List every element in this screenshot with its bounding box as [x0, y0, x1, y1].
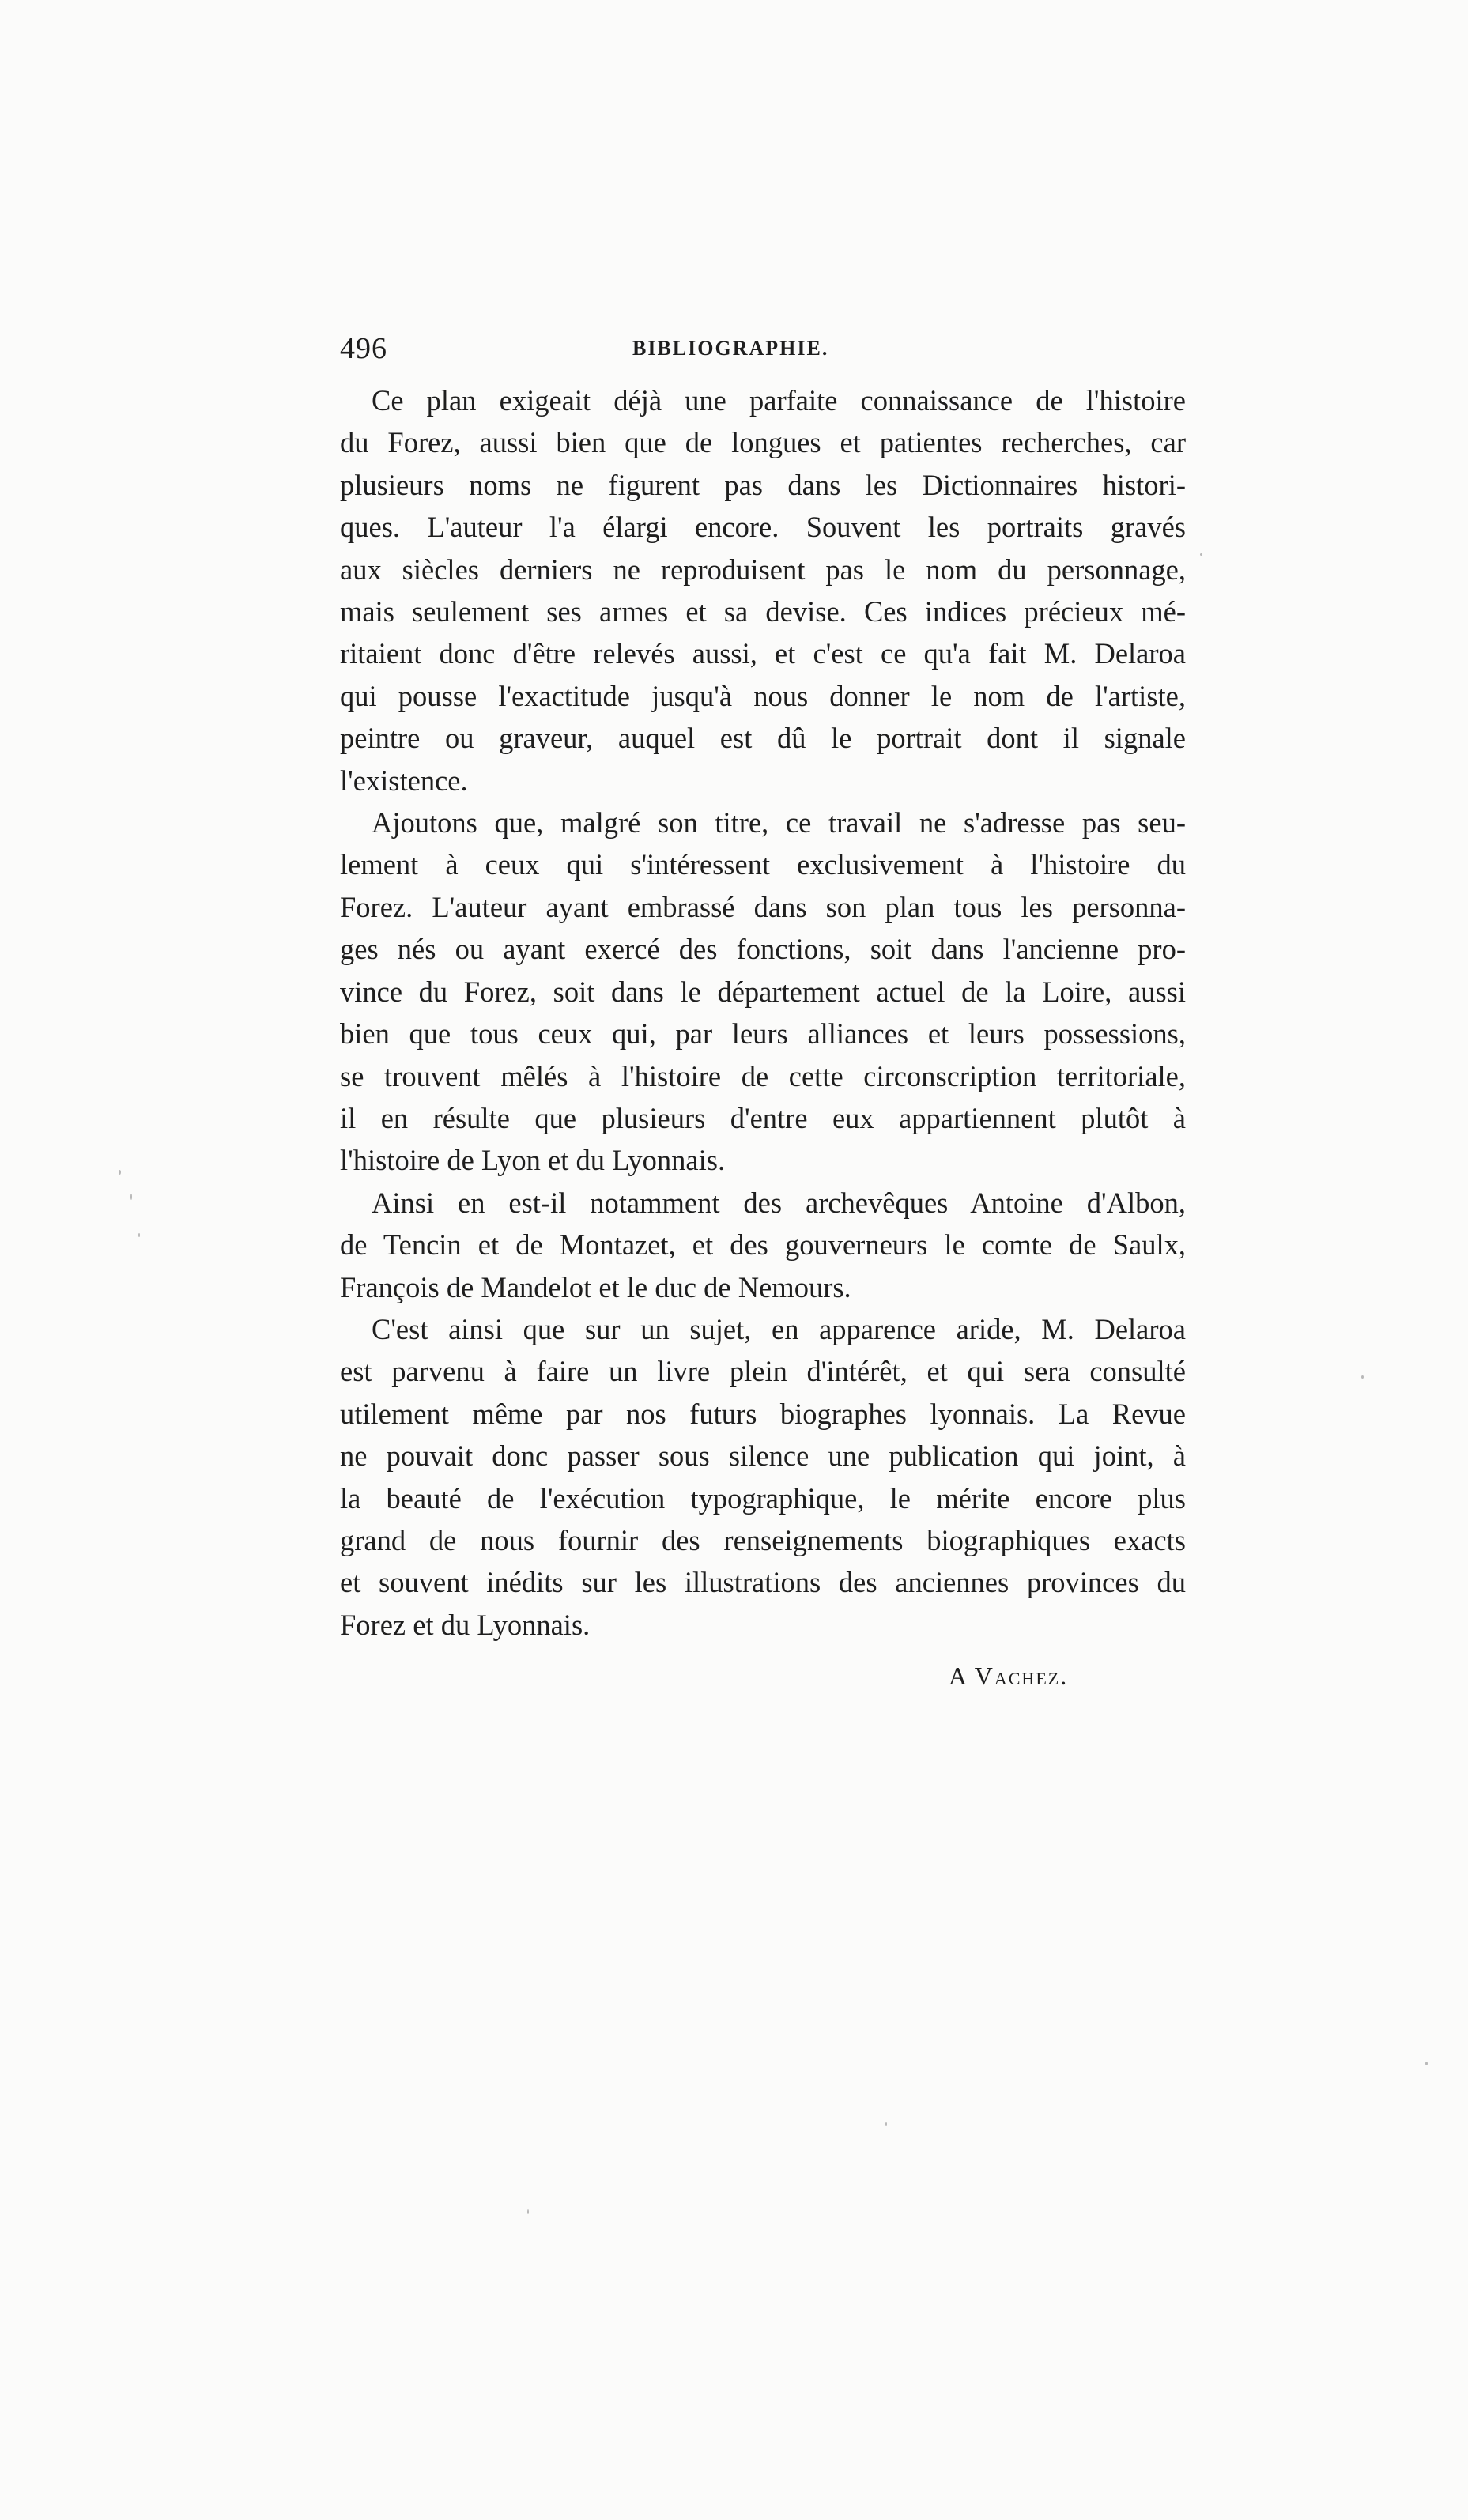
- text-line: plusieurs noms ne figurent pas dans les Dictionnaires histori-: [340, 468, 1186, 501]
- scan-speck: [527, 2209, 529, 2214]
- text-line: aux siècles derniers ne reproduisent pas le nom du personnage,: [340, 553, 1186, 586]
- paragraph-4: [340, 1308, 1186, 1646]
- paragraph-2: [340, 802, 1186, 1182]
- scan-speck: [119, 1170, 121, 1175]
- scan-speck: [885, 2122, 887, 2126]
- text-line: de Tencin et de Montazet, et des gouverneurs le comte de Saulx,: [340, 1228, 1186, 1262]
- text-line: Forez et du Lyonnais.: [340, 1608, 591, 1641]
- text-line: la beauté de l'exécution typographique, le mérite encore plus: [340, 1481, 1186, 1515]
- scan-speck: [138, 1233, 140, 1237]
- text-line: ritaient donc d'être relevés aussi, et c'est ce qu'a fait M. Delaroa: [340, 637, 1186, 670]
- text-line: François de Mandelot et le duc de Nemours.: [340, 1270, 851, 1303]
- text-line: ges nés ou ayant exercé des fonctions, soit dans l'ancienne pro-: [340, 933, 1186, 966]
- text-line: Ce plan exigeait déjà une parfaite connaissance de l'histoire: [372, 384, 1186, 417]
- page-number: 496: [340, 332, 387, 365]
- text-line: ques. L'auteur l'a élargi encore. Souvent les portraits gravés: [340, 511, 1186, 544]
- text-line: Forez. L'auteur ayant embrassé dans son plan tous les personna-: [340, 890, 1186, 923]
- paragraph-3: [340, 1182, 1186, 1308]
- text-line: bien que tous ceux qui, par leurs alliances et leurs possessions,: [340, 1017, 1186, 1051]
- scan-speck: [1425, 2062, 1428, 2065]
- scan-speck: [1361, 1375, 1364, 1379]
- text-line: Ainsi en est-il notamment des archevêques Antoine d'Albon,: [372, 1186, 1186, 1219]
- text-line: est parvenu à faire un livre plein d'intérêt, et qui sera consulté: [340, 1355, 1186, 1388]
- text-line: il en résulte que plusieurs d'entre eux appartiennent plutôt à: [340, 1101, 1186, 1134]
- text-line: utilement même par nos futurs biographes lyonnais. La Revue: [340, 1397, 1186, 1430]
- paragraph-1: [340, 379, 1186, 802]
- text-line: grand de nous fournir des renseignements biographiques exacts: [340, 1523, 1186, 1556]
- text-line: peintre ou graveur, auquel est dû le portrait dont il signale: [340, 722, 1186, 755]
- text-line: et souvent inédits sur les illustrations des anciennes provinces du: [340, 1566, 1186, 1599]
- text-line: qui pousse l'exactitude jusqu'à nous donner le nom de l'artiste,: [340, 679, 1186, 712]
- text-line: vince du Forez, soit dans le département actuel de la Loire, aussi: [340, 975, 1186, 1008]
- text-line: lement à ceux qui s'intéressent exclusivement à l'histoire du: [340, 848, 1186, 881]
- page-header: [340, 329, 1178, 368]
- text-line: Ajoutons que, malgré son titre, ce travail ne s'adresse pas seu-: [372, 806, 1186, 839]
- body-text: [340, 379, 1186, 1646]
- text-line: ne pouvait donc passer sous silence une publication qui joint, à: [340, 1439, 1186, 1473]
- running-head: BIBLIOGRAPHIE.: [632, 337, 829, 360]
- text-line: C'est ainsi que sur un sujet, en apparence aride, M. Delaroa: [372, 1312, 1186, 1345]
- scan-speck: [1200, 553, 1202, 556]
- text-line: l'existence.: [340, 764, 468, 797]
- text-line: mais seulement ses armes et sa devise. Ces indices précieux mé-: [340, 595, 1186, 628]
- scan-speck: [130, 1194, 132, 1200]
- text-line: se trouvent mêlés à l'histoire de cette circonscription territoriale,: [340, 1059, 1186, 1092]
- text-line: l'histoire de Lyon et du Lyonnais.: [340, 1144, 726, 1177]
- author-signature: A Vachez.: [949, 1662, 1069, 1690]
- text-line: du Forez, aussi bien que de longues et patientes recherches, car: [340, 426, 1186, 459]
